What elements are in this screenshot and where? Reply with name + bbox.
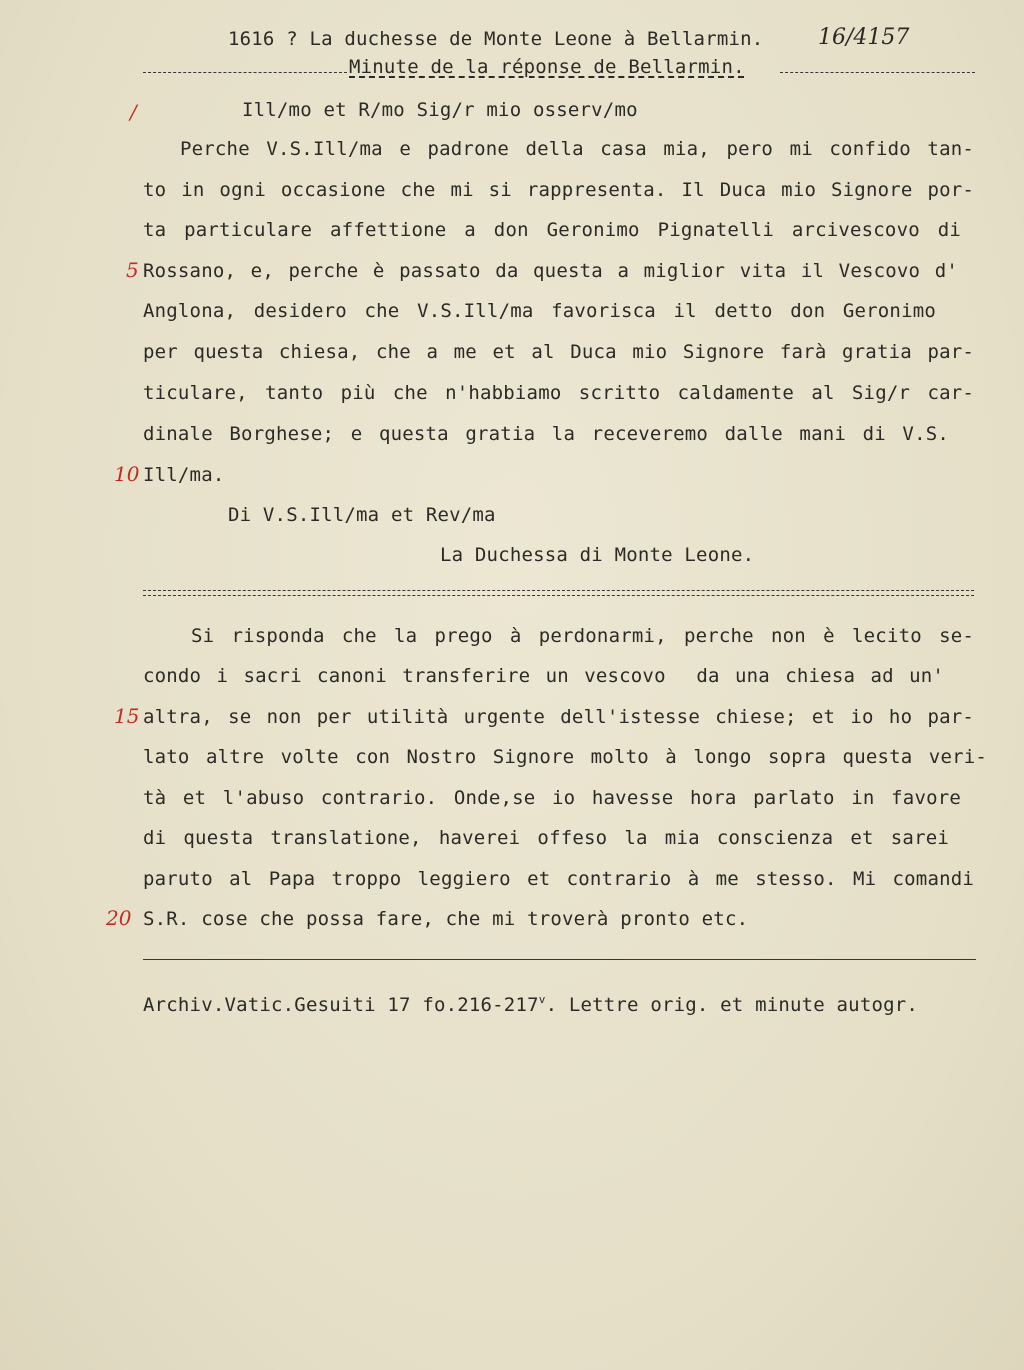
letter-line: ta particulare affettione a don Geronimo Pignatelli arcivescovo di — [143, 219, 961, 241]
line-number-5: 5 — [126, 258, 139, 282]
header-rule-right — [780, 72, 975, 73]
reply-line: condo i sacri canoni transferire un vescovo da una chiesa ad un' — [143, 665, 944, 687]
letter-closing: Di V.S.Ill/ma et Rev/ma — [228, 504, 496, 526]
reply-line: altra, se non per utilità urgente dell'istesse chiese; et io ho par- — [143, 706, 974, 728]
folio-number: 16/4157 — [818, 25, 910, 50]
header-title: 1616 ? La duchesse de Monte Leone à Bellarmin. — [228, 28, 764, 50]
line-number-10: 10 — [114, 462, 140, 486]
header-subtitle: Minute de la réponse de Bellarmin. — [349, 56, 745, 78]
reply-line: tà et l'abuso contrario. Onde,se io havesse hora parlato in favore — [143, 787, 961, 809]
source-citation — [143, 988, 918, 1017]
footer-rule — [143, 959, 976, 960]
letter-line: Perche V.S.Ill/ma e padrone della casa mia, pero mi confido tan- — [180, 138, 974, 160]
letter-line: ticulare, tanto più che n'habbiamo scritto caldamente al Sig/r car- — [143, 382, 974, 404]
letter-signature: La Duchessa di Monte Leone. — [440, 544, 755, 566]
line-number-1: / — [130, 100, 137, 124]
source-tail: . Lettre orig. et minute autogr. — [545, 994, 919, 1016]
source-superscript: v — [538, 993, 546, 1006]
letter-salutation: Ill/mo et R/mo Sig/r mio osserv/mo — [242, 99, 638, 121]
reply-line: Si risponda che la prego à perdonarmi, perche non è lecito se- — [191, 625, 974, 647]
letter-line: per questa chiesa, che a me et al Duca mio Signore farà gratia par- — [143, 341, 974, 363]
section-divider — [143, 590, 974, 596]
line-number-15: 15 — [114, 704, 140, 728]
letter-line: to in ogni occasione che mi si rappresenta. Il Duca mio Signore por- — [143, 179, 974, 201]
letter-line: Ill/ma. — [143, 464, 225, 486]
letter-line: Rossano, e, perche è passato da questa a miglior vita il Vescovo d' — [143, 260, 958, 282]
letter-line: dinale Borghese; e questa gratia la receveremo dalle mani di V.S. — [143, 423, 949, 445]
reply-line: di questa translatione, haverei offeso la mia conscienza et sarei — [143, 827, 949, 849]
header-rule-left — [143, 72, 347, 73]
reply-line: lato altre volte con Nostro Signore molto à longo sopra questa veri- — [143, 746, 987, 768]
reply-line: paruto al Papa troppo leggiero et contrario à me stesso. Mi comandi — [143, 868, 974, 890]
source-text: Archiv.Vatic.Gesuiti 17 fo.216-217 — [143, 994, 539, 1016]
reply-line: S.R. cose che possa fare, che mi troverà pronto etc. — [143, 908, 749, 930]
line-number-20: 20 — [106, 906, 132, 930]
letter-line: Anglona, desidero che V.S.Ill/ma favorisca il detto don Geronimo — [143, 300, 936, 322]
